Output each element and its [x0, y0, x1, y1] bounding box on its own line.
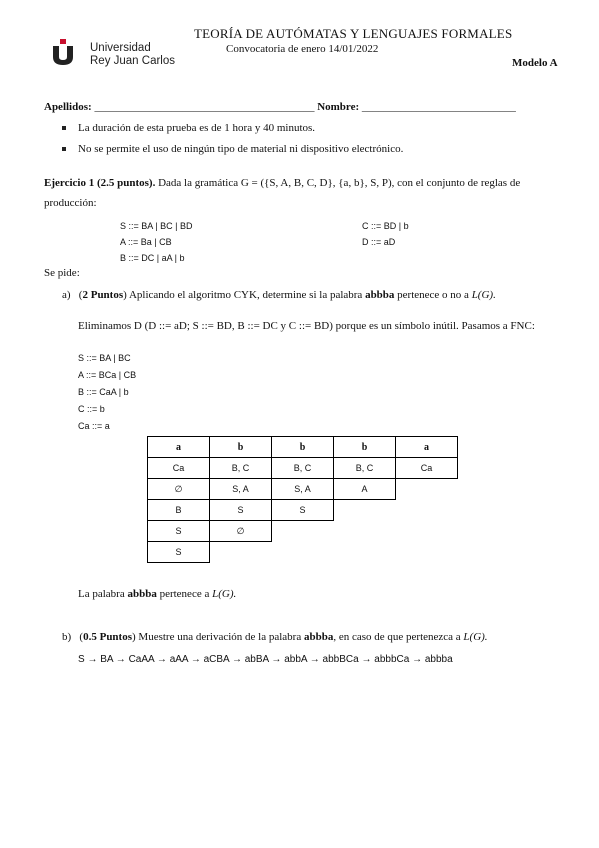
part-a-conclusion: [78, 588, 236, 600]
part-b-marker: b): [62, 631, 72, 643]
cyk-header-cell: b: [210, 437, 272, 458]
cyk-empty: [334, 542, 396, 563]
bullet-icon: [62, 147, 66, 151]
cyk-empty: [396, 500, 458, 521]
se-pide: Se pide:: [44, 267, 80, 279]
part-b-text-post: , en caso de que pertenezca a: [333, 631, 461, 643]
part-a-lang: L(G).: [471, 289, 496, 301]
exercise-text: Dada la gramática G = ({S, A, B, C, D}, {a, b}, S, P), con el conjunto de reglas de: [158, 177, 521, 189]
part-b-word: abbba: [303, 631, 334, 643]
part-a-marker: a): [62, 289, 71, 301]
exam-date: Convocatoria de enero 14/01/2022: [226, 43, 379, 55]
part-b-lang: L(G).: [463, 631, 488, 643]
conclusion-text: La palabra: [78, 588, 125, 600]
cyk-row: [148, 521, 458, 542]
cyk-empty: [396, 542, 458, 563]
conclusion-text-post: pertenece a: [159, 588, 210, 600]
cyk-row: [148, 542, 458, 563]
rule-c: C ::= BD | b: [362, 221, 409, 231]
cyk-cell: Ca: [148, 458, 210, 479]
instruction-item: La duración de esta prueba es de 1 hora y 40 minutos.: [78, 122, 316, 134]
cyk-header-row: [148, 437, 458, 458]
cyk-header-cell: a: [396, 437, 458, 458]
cyk-cell: S: [272, 500, 334, 521]
part-b-text: Muestre una derivación de la palabra: [138, 631, 302, 643]
bullet-icon: [62, 126, 66, 130]
nombre-label: Nombre:: [317, 101, 360, 113]
part-a-word: abbba: [365, 289, 395, 301]
cyk-empty: [396, 521, 458, 542]
cyk-cell: S, A: [272, 479, 334, 500]
cyk-header-cell: a: [148, 437, 210, 458]
apellidos-label: Apellidos:: [44, 101, 92, 113]
exam-title: TEORÍA DE AUTÓMATAS Y LENGUAJES FORMALES: [194, 26, 513, 41]
cyk-cell: S: [210, 500, 272, 521]
nombre-blank: ____________________________: [361, 101, 516, 113]
part-b-question: b) (0.5 Puntos) Muestre una derivación de la palabra abbba, en caso de que pertenezca a L(G).: [62, 631, 488, 643]
cyk-cell: Ca: [396, 458, 458, 479]
elimination-note: Eliminamos D (D ::= aD; S ::= BD, B ::= DC y C ::= BD) porque es un símbolo inútil. Pasamos a FNC:: [78, 320, 535, 332]
exercise-intro: [44, 177, 520, 189]
cyk-cell: ∅: [148, 479, 210, 500]
cyk-empty: [334, 521, 396, 542]
cyk-empty: [210, 542, 272, 563]
apellidos-blank: ________________________________________: [94, 101, 315, 113]
cyk-header-cell: b: [272, 437, 334, 458]
cyk-cell: ∅: [210, 521, 272, 542]
cyk-cell: S: [148, 542, 210, 563]
fnc-rule: C ::= b: [78, 404, 105, 414]
cyk-cell: B: [148, 500, 210, 521]
cyk-cell: S: [148, 521, 210, 542]
part-a-points: 2 Puntos: [82, 289, 124, 301]
rule-b: B ::= DC | aA | b: [120, 253, 185, 263]
cyk-empty: [334, 500, 396, 521]
part-a-text-post: pertenece o no a: [397, 289, 469, 301]
exam-model: Modelo A: [512, 57, 558, 69]
cyk-cell: A: [334, 479, 396, 500]
cyk-row: [148, 479, 458, 500]
part-a-text: Aplicando el algoritmo CYK, determine si la palabra: [128, 289, 363, 301]
rule-s: S ::= BA | BC | BD: [120, 221, 193, 231]
cyk-row: [148, 458, 458, 479]
cyk-cell: B, C: [210, 458, 272, 479]
cyk-cell: B, C: [272, 458, 334, 479]
rule-d: D ::= aD: [362, 237, 396, 247]
part-b-points: 0.5 Puntos: [83, 631, 132, 643]
fnc-rule: B ::= CaA | b: [78, 387, 129, 397]
fnc-rule: Ca ::= a: [78, 421, 110, 431]
conclusion-lang: L(G).: [212, 588, 237, 600]
cyk-header-cell: b: [334, 437, 396, 458]
conclusion-word: abbba: [127, 588, 157, 600]
rule-a: A ::= Ba | CB: [120, 237, 172, 247]
derivation: S → BA → CaAA → aAA → aCBA → abBA → abbA → abbBCa → abbbCa → abbba: [78, 654, 453, 665]
instruction-item: No se permite el uso de ningún tipo de material ni dispositivo electrónico.: [78, 143, 404, 155]
cyk-cell: B, C: [334, 458, 396, 479]
cyk-empty: [396, 479, 458, 500]
cyk-cell: S, A: [210, 479, 272, 500]
fnc-rule: S ::= BA | BC: [78, 353, 131, 363]
exercise-text-2: producción:: [44, 197, 97, 209]
cyk-row: [148, 500, 458, 521]
name-fields: [44, 101, 516, 113]
fnc-rule: A ::= BCa | CB: [78, 370, 137, 380]
cyk-empty: [272, 521, 334, 542]
university-logo-icon: [52, 39, 74, 65]
exercise-heading: Ejercicio 1 (2.5 puntos).: [44, 177, 156, 189]
part-a-question: a) (2 Puntos) Aplicando el algoritmo CYK, determine si la palabra abbba pertenece o no a L(G).: [62, 289, 496, 301]
university-name: Universidad Rey Juan Carlos: [90, 42, 176, 67]
cyk-empty: [272, 542, 334, 563]
cyk-table: [147, 436, 458, 563]
